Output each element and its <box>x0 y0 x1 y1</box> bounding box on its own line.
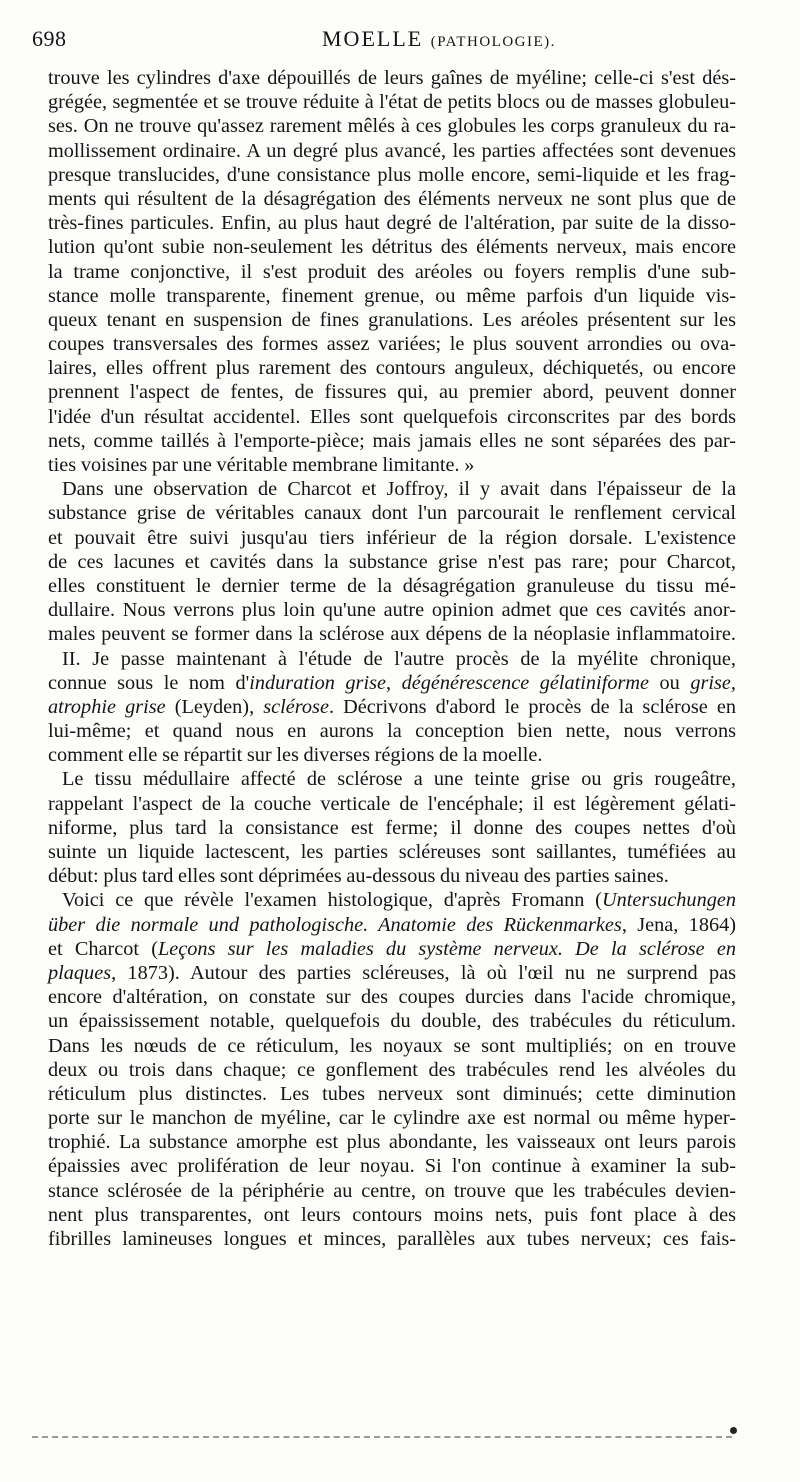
text-line: un épaississement notable, quelquefois du double, des trabécules du réticulum. <box>48 1010 736 1033</box>
text-line <box>48 888 736 912</box>
text-line: Le tissu médullaire affecté de sclérose a une teinte grise ou gris rougeâtre, <box>62 768 736 791</box>
text-line: début: plus tard elles sont déprimées au-dessous du niveau des parties saines. <box>48 865 669 888</box>
text-line: ments qui résultent de la désagrégation des éléments nerveux ne sont plus que de <box>48 187 736 210</box>
text-fragment: connue sous le nom d' <box>48 671 250 694</box>
text-line: ties voisines par une véritable membrane limitante. » <box>48 454 475 476</box>
text-line <box>48 937 736 961</box>
text-line: deux ou trois dans chaque; ce gonflement des trabécules rend les alvéoles du <box>48 1058 736 1081</box>
text-line: porte sur le manchon de myéline, car le cylindre axe est normal ou même hyper- <box>48 1107 736 1130</box>
text-line: l'idée d'un résultat accidentel. Elles sont quelquefois circonscrites par des bords <box>48 405 736 428</box>
italic-title: Leçons sur les maladies du système nerveux. De la sclérose en <box>158 937 736 960</box>
text-line: nets, comme taillés à l'emporte-pièce; mais jamais elles ne sont séparées des par- <box>48 429 736 452</box>
text-line <box>48 671 736 695</box>
text-line: très-fines particules. Enfin, au plus haut degré de l'altération, par suite de la disso- <box>48 212 736 235</box>
footer-ink-dot <box>730 1427 737 1434</box>
text-line: nent plus transparentes, ont leurs contours moins nets, puis font place à des <box>48 1203 736 1226</box>
running-head <box>322 26 556 52</box>
page-header <box>32 26 748 58</box>
text-line: prennent l'aspect de fentes, de fissures qui, au premier abord, peuvent donner <box>48 381 736 404</box>
text-line: coupes transversales des formes assez variées; le plus souvent arrondies ou ova- <box>48 333 736 356</box>
italic-term: grise, <box>690 671 736 694</box>
italic-term: atrophie grise <box>48 695 166 718</box>
text-fragment: . Décrivons d'abord le procès de la sclérose en <box>328 695 736 718</box>
italic-term: induration grise <box>249 671 386 694</box>
text-line: rappelant l'aspect de la couche verticale de l'encéphale; il est légèrement gélati- <box>48 792 736 815</box>
text-line: niforme, plus tard la consistance est ferme; il donne des coupes nettes d'où <box>48 816 736 839</box>
text-line: Dans une observation de Charcot et Joffroy, il y avait dans l'épaisseur de la <box>62 478 736 501</box>
italic-title: über die normale und pathologische. Anatomie des Rückenmarkes <box>48 913 622 936</box>
text-fragment: et Charcot ( <box>48 937 158 960</box>
text-line: lution qu'ont subie non-seulement les détritus des éléments nerveux, mais encore <box>48 236 736 259</box>
running-head-main: MOELLE <box>322 26 424 51</box>
italic-term: sclérose <box>263 695 329 718</box>
text-line: dullaire. Nous verrons plus loin qu'une autre opinion admet que ces cavités anor- <box>48 599 736 622</box>
text-fragment: , Jena, 1864) <box>621 913 736 936</box>
text-line: grégée, segmentée et se trouve réduite à l'état de petits blocs ou de masses globuleu- <box>48 91 736 114</box>
text-line: substance grise de véritables canaux dont l'un parcourait le renflement cervical <box>48 502 736 525</box>
body-text <box>48 66 736 1251</box>
page-number: 698 <box>32 26 67 51</box>
text-fragment: , <box>385 671 402 694</box>
text-line: fibrilles lamineuses longues et minces, parallèles aux tubes nerveux; ces fais- <box>48 1228 736 1250</box>
running-head-sub: (PATHOLOGIE). <box>430 34 556 50</box>
text-line: stance sclérosée de la périphérie au centre, on trouve que les trabécules devien- <box>48 1179 736 1202</box>
italic-title: plaques <box>48 961 112 984</box>
text-fragment: (Leyden), <box>165 695 264 718</box>
text-line: comment elle se répartit sur les diverses régions de la moelle. <box>48 744 543 767</box>
text-line: de ces lacunes et cavités dans la substance grise n'est pas rare; pour Charcot, <box>48 550 736 573</box>
text-line: suinte un liquide lactescent, les parties scléreuses sont saillantes, tuméfiées au <box>48 841 736 863</box>
text-line: lui-même; et quand nous en aurons la conception bien nette, nous verrons <box>48 720 736 743</box>
text-line: Dans les nœuds de ce réticulum, les noyaux se sont multipliés; on en trouve <box>48 1034 736 1057</box>
text-line: la trame conjonctive, il s'est produit des aréoles ou foyers remplis d'une sub- <box>48 260 736 283</box>
text-line <box>48 695 736 719</box>
text-line: réticulum plus distinctes. Les tubes nerveux sont diminués; cette diminution <box>48 1082 736 1105</box>
text-line: males peuvent se former dans la sclérose aux dépens de la néoplasie inflammatoire. <box>48 623 736 646</box>
text-line: stance molle transparente, finement grenue, ou même parfois d'un liquide vis- <box>48 284 736 307</box>
text-line: laires, elles offrent plus rarement des contours anguleux, déchiquetés, ou encore <box>48 357 736 380</box>
text-line: II. Je passe maintenant à l'étude de l'autre procès de la myélite chronique, <box>62 647 736 670</box>
text-line: presque translucides, d'une consistance plus molle encore, semi-liquide et les frag- <box>48 163 736 186</box>
text-line: trophié. La substance amorphe est plus abondante, les vaisseaux ont leurs parois <box>48 1131 736 1154</box>
text-fragment: Voici ce que révèle l'examen histologique, d'après Fromann ( <box>62 889 602 912</box>
text-fragment: ou <box>649 671 691 694</box>
italic-title: Untersuchungen <box>601 889 736 912</box>
text-line: mollissement ordinaire. A un degré plus avancé, les parties affectées sont devenues <box>48 139 736 162</box>
text-line <box>48 961 736 985</box>
text-line: elles constituent le dernier terme de la désagrégation granuleuse du tissu mé- <box>48 574 736 597</box>
text-line: épaissies avec prolifération de leur noyau. Si l'on continue à examiner la sub- <box>48 1155 736 1178</box>
text-line: et pouvait être suivi jusqu'au tiers inférieur de la région dorsale. L'existence <box>48 526 736 549</box>
footer-dashed-rule <box>32 1436 732 1438</box>
text-line: queux tenant en suspension de fines granulations. Les aréoles présentent sur les <box>48 308 736 331</box>
text-line: encore d'altération, on constate sur des coupes durcies dans l'acide chromique, <box>48 986 736 1009</box>
italic-term: dégénérescence gélatiniforme <box>401 671 650 694</box>
text-line <box>48 913 736 937</box>
text-line: ses. On ne trouve qu'assez rarement mêlés à ces globules les corps granuleux du ra- <box>48 115 736 138</box>
text-fragment: , 1873). Autour des parties scléreuses, là où l'œil nu ne surprend pas <box>111 961 736 984</box>
text-line: trouve les cylindres d'axe dépouillés de leurs gaînes de myéline; celle-ci s'est dés- <box>48 67 736 89</box>
